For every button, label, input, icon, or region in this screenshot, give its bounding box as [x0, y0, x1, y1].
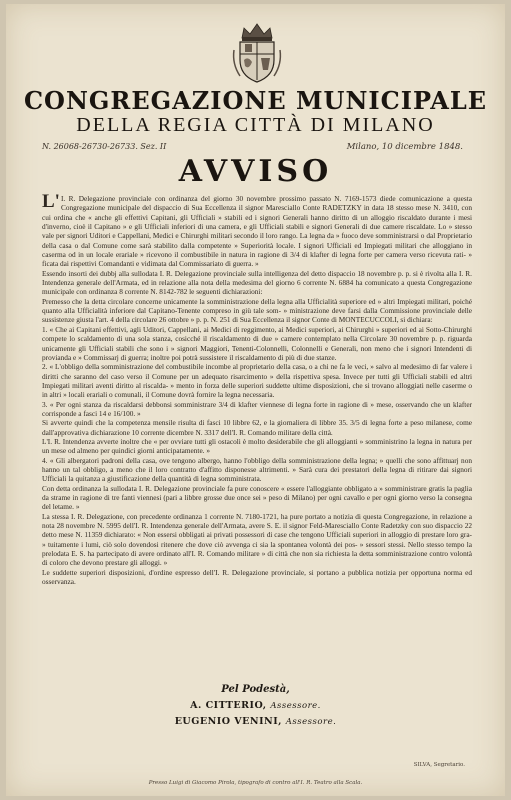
- municipal-title: CONGREGAZIONE MUNICIPALE: [23, 86, 488, 115]
- paragraph: Essendo insorti dei dubbj alla sullodata I. R. Delegazione provinciale sulla intelligenza del detto dispaccio 18 novembre p. p. si è rivolta alla I. R. Intendenza generale dell'Armata, ed in relazione alla nota della medesima del giorno 6 corrente N. 6884 ha comunicato a questa Congregazione municipale con ordinanza 8 corrente N. 8142-782 le seguenti dichiarazioni:: [42, 268, 472, 297]
- paragraph: 4. « Gli albergatori padroni della casa, ove tengono albergo, hanno l'obbligo della somministrazione della legna; » quelli che sono affittuarj non hanno un tal obbligo, a meno che il loro contratto d'affitto disponesse altrimenti. » Sarà cura dei prestatori della legna di ritirare dai signori Ufficiali la quitanza a giustificazione della quantità di legna somministrata.: [42, 455, 472, 484]
- paragraph: Si avverte quindi che la competenza mensile risulta di fasci 10 libbre 62, e la giornaliera di libbre 35. 3/5 di legna forte a peso milanese, come dall'approvativa dichiarazione 10 corrente dicembre N. 3317 dell'I. R. Comando militare della città.: [42, 418, 472, 437]
- secretary-signature: SILVA, Segretario.: [413, 762, 465, 768]
- assessor-name: A. CITTERIO,: [190, 700, 267, 711]
- reference-number: N. 26068-26730-26733. Sez. II: [42, 142, 167, 151]
- assessor-signature: [6, 700, 505, 711]
- paragraph: 2. « L'obbligo della somministrazione del combustibile incombe al proprietario della casa, o a chi ne fa le veci, » salvo al medesimo di far valere i diritti che saranno del caso verso il Comune per un adequato risarcimento » della rispettiva spesa. Invece per tutti gli Ufficiali stabili ed altri Impiegati militari aventi diritto al riscalda- » mento in forza delle superiori suddette ultime disposizioni, che si trovano alloggiati nelle caserme o in altri » locali erariali o comunali, il Comune dovrà fornire la legna necessaria.: [42, 362, 472, 400]
- paragraph: 1. « Che ai Capitani effettivi, agli Uditori, Cappellani, ai Medici di reggimento, ai Medici superiori, ai Chirurghi » superiori ed ai Sotto-Chirurghi compete lo scaldamento di una sola stanza, cosicché il riscaldamento di due » camere contemplato nella Circolare 30 novembre p. p. riguarda unicamente gli Ufficiali stabili che sono i » signori Maggiori, Tenenti-Colonnelli, Colonnelli e Generali, non meno che i signori Intendenti di provianda e » Commissarj di guerra; inoltre poi potrà sussistere il riscaldamento di più di due stanze.: [42, 324, 472, 362]
- assessor-role: Assessore.: [270, 701, 321, 711]
- poster-sheet: [6, 4, 505, 796]
- paragraph: L'I. R. Delegazione provinciale con ordinanza del giorno 30 novembre prossimo passato N. 7169-1573 diede comunicazione a questa Congregazione municipale del dispaccio di Sua Eccellenza il signor Maresciallo Conte RADETZKY in data 18 stesso mese N. 3410, con cui ordina che « anche gli effettivi Capitani, gli Ufficiali » stabili ed i signori Generali hanno diritto di un alloggio riscaldato durante i mesi d'inverno, cioè il Capitano » e gli Ufficiali inferiori di una camera, e gli Ufficiali stabili e signori Generali di due camere riscaldate. Lo » stesso vale per signori Uditori e Cappellani, Medici e Chirurghi militari secondo il loro rango. La legna da » fuoco deve somministrarsi o dal Proprietario della casa o dal Comune come sarà stabilito dalla competente » Superiorità locale. I signori Ufficiali ed Impiegati militari che alloggiano in caserma od in un locale erariale » ricevono il combustibile in natura in ragione di 3/4 di klafter di legna forte per camera verso ricevuta rati- » ficata dai rispettivi Comandanti e vidimata dal Commissariato di guerra. »: [42, 191, 472, 269]
- notice-heading: AVVISO: [178, 154, 333, 189]
- notice-date: Milano, 10 dicembre 1848.: [346, 142, 463, 152]
- printer-imprint: Presso Luigi di Giacomo Pirola, tipografo di contro all'I. R. Teatro alla Scala.: [148, 780, 363, 786]
- paragraph: La stessa I. R. Delegazione, con precedente ordinanza 1 corrente N. 7180-1721, ha pure portato a notizia di questa Congregazione, in relazione a nota 28 novembre N. 5995 dell'I. R. Intendenza generale dell'Armata, avere S. E. il signor Feld-Maresciallo Conte Radetzky con suo dispaccio 22 detto mese N. 11359 dichiarato: « Non essersi obbligati ai privati possessori di case che tengono Ufficiali superiori in alloggio di prestare loro gra- » tuitamente i lumi, ciò solo dovendosi ritenere che dove ciò avvenga ci sia la spontanea volontà dei pos- » sessori stessi. Nello stesso tempo la prelodata E. S. ha partecipato di avere ordinato all'I. R. Comando militare » di città che non sia richiesta la detta somministrazione contro volontà di coloro che devono prestare gli alloggi. »: [42, 511, 472, 568]
- assessor-signature: [6, 716, 505, 727]
- assessor-role: Assessore.: [285, 717, 337, 727]
- paragraph: L'I. R. Intendenza avverte inoltre che « per ovviare tutti gli ostacoli è molto desiderabile che gli alloggianti » somministrino la legna in natura per un mese od almeno per quindici giorni anticipatamente. »: [42, 436, 472, 456]
- paragraph: Premesso che la detta circolare concerne unicamente la somministrazione della legna alla Ufficialità superiore ed » altri Impiegati militari, poiché quanto alla Ufficialità inferiore dal Capitano-Tenente compreso in giù tale som- » ministrazione deve farsi dalla Commissione provinciale delle sussistenze giusta l'art. 4 della circolare 26 ottobre » p. p. N. 251 di Sua Eccellenza il signor Conte di MONTECUCCOLI, si dichiara:: [42, 296, 472, 325]
- paragraph: Con detta ordinanza la sullodata I. R. Delegazione provinciale fa pure conoscere « essere l'alloggiante obbligato a » somministrare gratis la paglia da strame in ragione di tre fanti viennesi (pari a libbre grosse due once sei » peso di Milano) per ogni cavallo e per ogni giorno verso la consegna del letame. »: [42, 483, 472, 512]
- paragraph: Le suddette superiori disposizioni, d'ordine espresso dell'I. R. Delegazione provinciale, si portano a pubblica notizia per opportuna norma ed osservanza.: [42, 567, 472, 587]
- coat-of-arms-emblem: [230, 20, 284, 84]
- paragraph: 3. « Per ogni stanza da riscaldarsi debbonsi somministrare 3/4 di klafter viennese di legna forte in ragione di » mese, osservando che un klafter corrisponde a fasci 14 e 16/100. »: [42, 399, 472, 418]
- assessor-name: EUGENIO VENINI,: [174, 716, 282, 727]
- podesta-line: Pel Podestà,: [221, 684, 290, 695]
- notice-body: [42, 191, 472, 587]
- city-subtitle: DELLA REGIA CITTÀ DI MILANO: [76, 114, 435, 136]
